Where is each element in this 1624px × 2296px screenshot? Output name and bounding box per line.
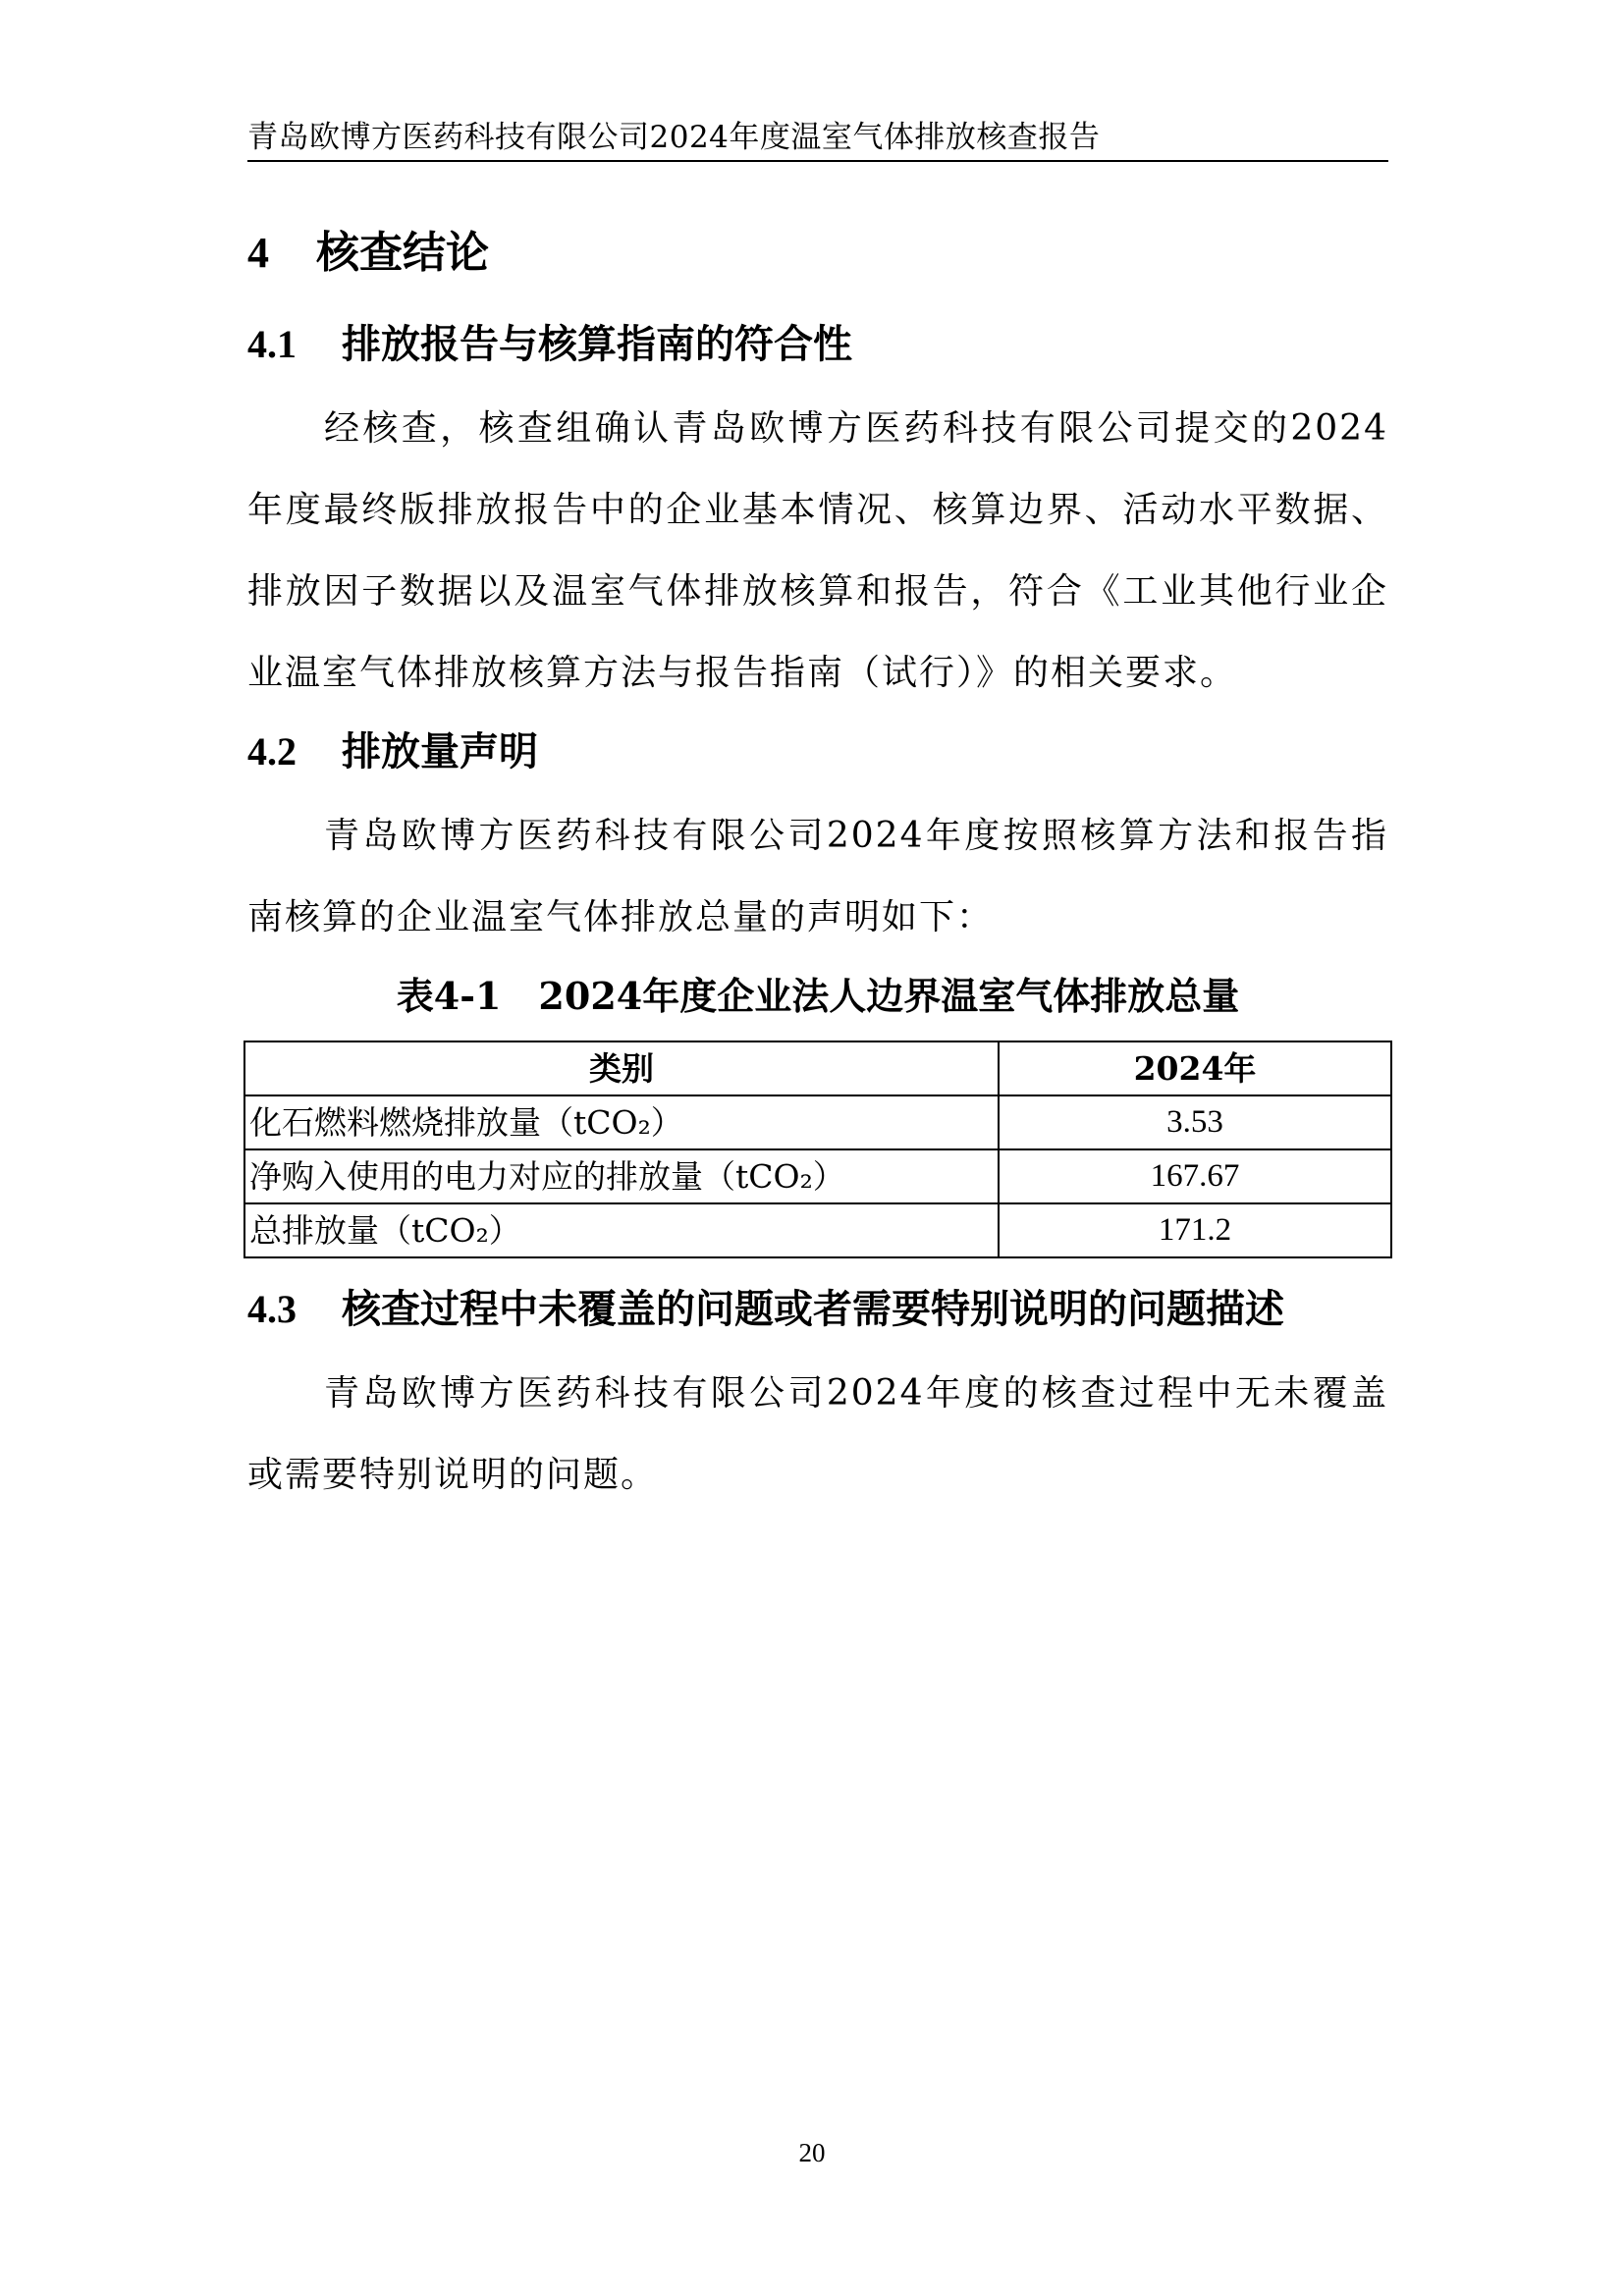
subsection-number: 4.1: [247, 322, 297, 366]
column-header-category: 类别: [244, 1041, 999, 1095]
row-value: 3.53: [999, 1095, 1391, 1149]
subsection-title: 核查过程中未覆盖的问题或者需要特别说明的问题描述: [342, 1286, 1284, 1332]
row-value: 171.2: [999, 1203, 1391, 1257]
table-caption: 表4-1 2024年度企业法人边界温室气体排放总量: [396, 974, 1240, 1018]
paragraph-4-1: 经核查，核查组确认青岛欧博方医药科技有限公司提交的2024年度最终版排放报告中的企业基本情况、核算边界、活动水平数据、排放因子数据以及温室气体排放核算和报告，符合《工业其他行业企业温室气体排放核算方法与报告指南（试行）》的相关要求。: [247, 408, 1388, 693]
section-heading: [247, 226, 489, 281]
subsection-title: 排放报告与核算指南的符合性: [342, 321, 852, 367]
paragraph-4-2: 青岛欧博方医药科技有限公司2024年度按照核算方法和报告指南核算的企业温室气体排放总量的声明如下：: [247, 816, 1388, 937]
subsection-heading-4-3: [247, 1284, 1284, 1335]
row-category: 总排放量（tCO₂）: [244, 1203, 999, 1257]
row-category: 净购入使用的电力对应的排放量（tCO₂）: [244, 1149, 999, 1203]
page-number: 20: [798, 2138, 826, 2167]
table-row: [244, 1095, 1391, 1149]
row-value: 167.67: [999, 1149, 1391, 1203]
paragraph-4-3: 青岛欧博方医药科技有限公司2024年度的核查过程中无未覆盖或需要特别说明的问题。: [247, 1373, 1388, 1495]
subsection-number: 4.2: [247, 729, 297, 774]
section-title: 核查结论: [316, 228, 489, 278]
header-rule: [247, 160, 1388, 162]
row-category: 化石燃料燃烧排放量（tCO₂）: [244, 1095, 999, 1149]
column-header-year: 2024年: [999, 1041, 1391, 1095]
subsection-heading-4-2: [247, 726, 538, 777]
table-row: [244, 1203, 1391, 1257]
emissions-table: [244, 1041, 1392, 1258]
subsection-title: 排放量声明: [342, 728, 538, 774]
table-row: [244, 1149, 1391, 1203]
running-header: 青岛欧博方医药科技有限公司2024年度温室气体排放核查报告: [247, 120, 1101, 155]
subsection-number: 4.3: [247, 1287, 297, 1331]
subsection-heading-4-1: [247, 319, 852, 370]
table-header-row: [244, 1041, 1391, 1095]
section-number: 4: [247, 229, 269, 277]
